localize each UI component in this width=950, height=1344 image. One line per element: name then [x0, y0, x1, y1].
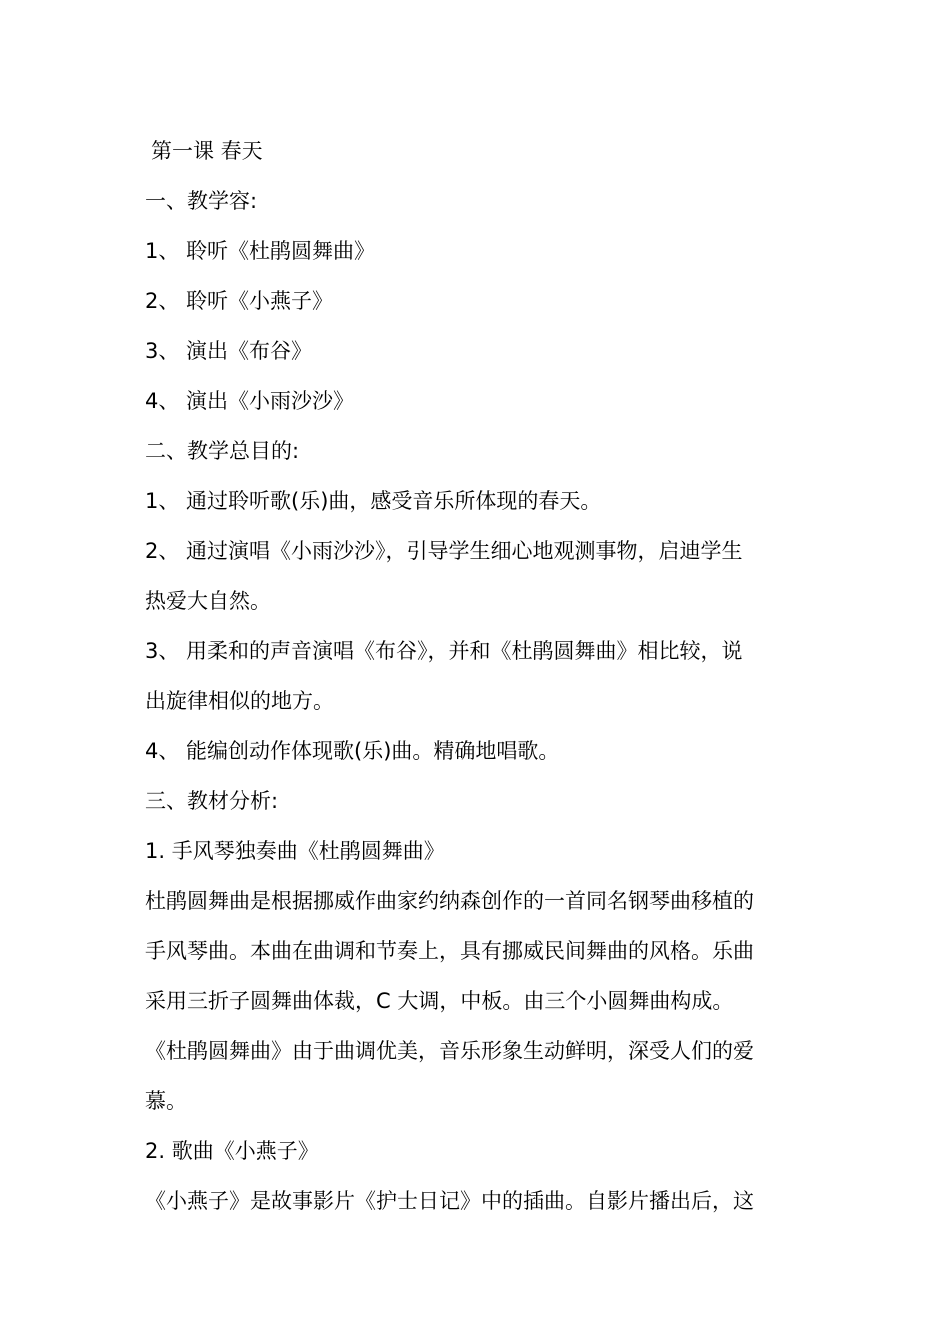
list-item: 2、 聆听《小燕子》	[145, 289, 334, 313]
list-item: 1、 聆听《杜鹃圆舞曲》	[145, 239, 376, 263]
paragraph-line: 杜鹃圆舞曲是根据挪威作曲家约纳森创作的一首同名钢琴曲移植的	[145, 889, 754, 913]
paragraph-line: 《杜鹃圆舞曲》由于曲调优美，音乐形象生动鲜明，深受人们的爱	[145, 1039, 754, 1063]
list-item: 3、 用柔和的声音演唱《布谷》，并和《杜鹃圆舞曲》相比较，说	[145, 639, 743, 663]
paragraph-line: 《小燕子》是故事影片《护士日记》中的插曲。自影片播出后，这	[145, 1189, 754, 1213]
section-heading: 三、教材分析:	[145, 789, 279, 813]
paragraph-line: 采用三折子圆舞曲体裁，C 大调，中板。由三个小圆舞曲构成。	[145, 989, 734, 1013]
list-item: 2、 通过演唱《小雨沙沙》，引导学生细心地观测事物，启迪学生	[145, 539, 743, 563]
section-heading: 二、教学总目的:	[145, 439, 300, 463]
paragraph-line: 慕。	[145, 1089, 187, 1113]
subsection-heading: 2. 歌曲《小燕子》	[145, 1139, 319, 1163]
document-title: 第一课 春天	[151, 139, 263, 163]
subsection-heading: 1. 手风琴独奏曲《杜鹃圆舞曲》	[145, 839, 445, 863]
paragraph-line: 手风琴曲。本曲在曲调和节奏上，具有挪威民间舞曲的风格。乐曲	[145, 939, 754, 963]
list-item-continuation: 出旋律相似的地方。	[145, 689, 334, 713]
section-heading: 一、教学容:	[145, 189, 258, 213]
list-item: 1、 通过聆听歌(乐)曲，感受音乐所体现的春天。	[145, 489, 602, 513]
list-item-continuation: 热爱大自然。	[145, 589, 271, 613]
list-item: 4、 演出《小雨沙沙》	[145, 389, 355, 413]
list-item: 3、 演出《布谷》	[145, 339, 313, 363]
list-item: 4、 能编创动作体现歌(乐)曲。精确地唱歌。	[145, 739, 560, 763]
